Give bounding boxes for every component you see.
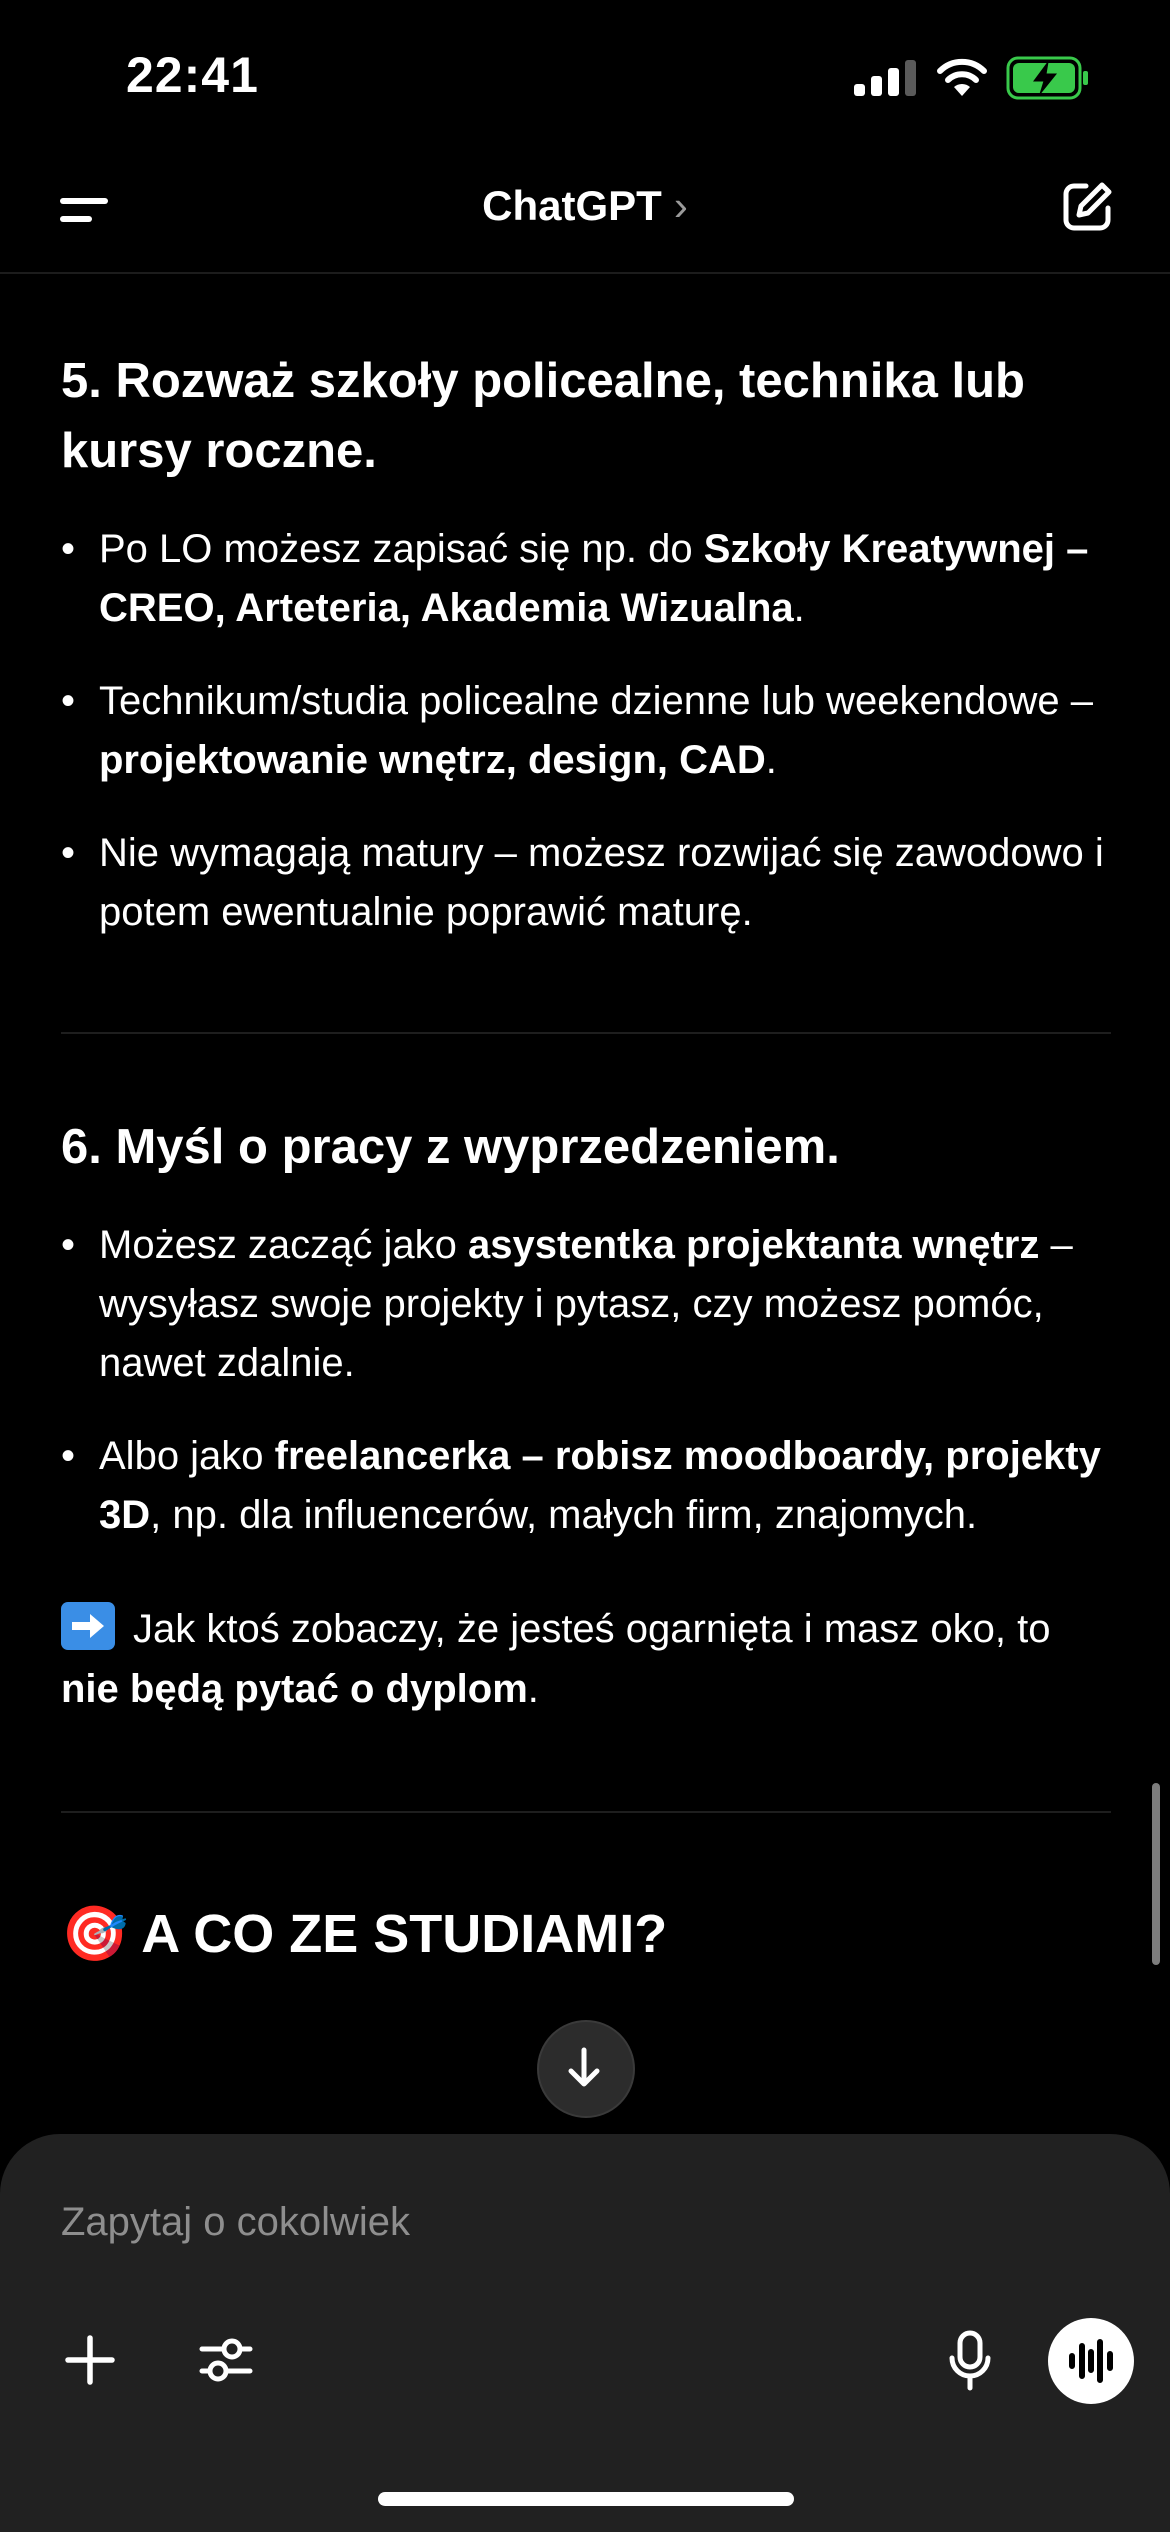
top-nav [0,150,1170,274]
voice-mode-button[interactable] [1048,2318,1134,2404]
item-text: Technikum/studia policealne dzienne lub weekendowe – [99,679,1093,723]
conclusion-text: Jak ktoś zobaczy, że jesteś ogarnięta i masz oko, to [133,1607,1051,1651]
scrollbar[interactable] [1152,1783,1160,1965]
item-bold-text: projektowanie wnętrz, design, CAD [99,738,766,782]
list-item [61,1216,1111,1393]
item-bold-text: freelancerka – robisz moodboardy, projekty 3D [99,1434,1101,1537]
heading-text: A CO ZE STUDIAMI? [141,1904,668,1964]
chat-content [61,272,1111,2132]
composer [0,2134,1170,2532]
battery-charging-icon [1006,56,1090,100]
status-time: 22:41 [126,47,259,103]
chevron-right-icon: › [673,182,688,229]
new-chat-icon[interactable] [1060,180,1114,234]
item-text: . [765,738,777,782]
conclusion-bold-text: nie będą pytać o dyplom [61,1667,528,1711]
item-bold-text: Szkoły Kreatywnej – CREO, Arteteria, Akademia Wizualna [99,527,1089,630]
wifi-icon [935,56,989,98]
bullet-list [61,1216,1111,1545]
item-text: – wysyłasz swoje projekty i pytasz, czy możesz pomóc, nawet zdalnie. [99,1223,1073,1385]
home-indicator [378,2492,794,2506]
item-text: Możesz zacząć jako [99,1223,469,1267]
list-item [61,824,1111,942]
status-bar [0,0,1170,150]
model-selector[interactable] [0,182,1170,230]
conclusion-paragraph [61,1599,1111,1719]
signal-icon [854,60,916,96]
microphone-icon[interactable] [948,2330,992,2392]
bullet-list [61,520,1111,942]
waveform-icon [1048,2318,1134,2404]
list-item [61,1427,1111,1545]
section-heading: 6. Myśl o pracy z wyprzedzeniem. [61,1120,840,1174]
tools-sliders-icon[interactable] [198,2332,254,2388]
item-bold-text: asystentka projektanta wnętrz [468,1223,1040,1267]
nav-title: ChatGPT [482,182,662,229]
message-input[interactable]: Zapytaj o cokolwiek [61,2200,411,2244]
item-text: . [793,586,805,630]
arrow-right-icon [61,1602,115,1650]
section-heading: 5. Rozważ szkoły policealne, technika lub kursy roczne. [61,354,1025,478]
item-text: Po LO możesz zapisać się np. do [99,527,704,571]
scroll-down-button[interactable] [537,2020,635,2118]
arrow-down-icon [537,2020,631,2114]
dart-icon: 🎯 [61,1904,129,1964]
list-item [61,520,1111,638]
item-text: Nie wymagają matury – możesz rozwijać się zawodowo i potem ewentualnie poprawić maturę. [99,831,1104,934]
item-text: Albo jako [99,1434,275,1478]
section-heading [61,1899,1111,1969]
conclusion-text: . [527,1667,539,1711]
plus-icon[interactable] [64,2334,116,2386]
item-text: , np. dla influencerów, małych firm, znajomych. [150,1493,978,1537]
list-item [61,672,1111,790]
